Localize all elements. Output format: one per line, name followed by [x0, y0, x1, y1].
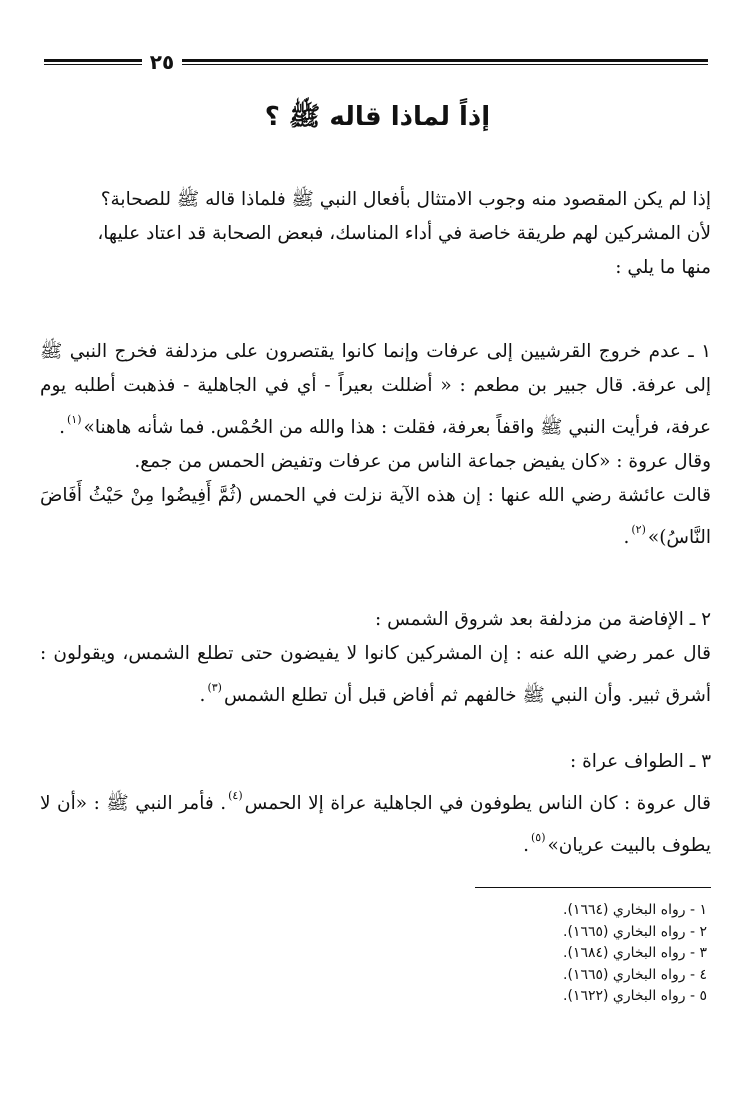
intro-paragraph	[40, 183, 711, 285]
item-2-heading: ٢ ـ الإفاضة من مزدلفة بعد شروق الشمس :	[374, 609, 711, 630]
item-2-end: .	[199, 685, 206, 706]
item-1-end-c: .	[623, 527, 630, 548]
item-1-aisha-quote	[40, 479, 711, 555]
footnote-item: ١ - رواه البخاري (١٦٦٤).	[563, 902, 707, 918]
intro-line-3: منها ما يلي :	[615, 257, 711, 278]
page-number: ٢٥	[149, 50, 175, 74]
footnote-ref-2[interactable]: (٢)	[631, 523, 646, 536]
footnote-item: ٥ - رواه البخاري (١٦٢٢).	[563, 988, 707, 1004]
footnote-ref-4[interactable]: (٤)	[228, 789, 243, 802]
header-rule-left	[44, 59, 142, 65]
item-1-urwa-quote: وقال عروة : «كان يفيض جماعة الناس من عرفات وتفيض الحمس من جمع.	[134, 451, 711, 472]
item-1-text-c: قالت عائشة رضي الله عنها : إن هذه الآية نزلت في الحمس (ثُمَّ أَفِيضُوا مِنْ حَيْثُ أَفَاضَ النَّاسُ)»	[40, 485, 711, 548]
item-1-text-a: ١ ـ عدم خروج القرشيين إلى عرفات وإنما كانوا يقتصرون على مزدلفة فخرج النبي ﷺ إلى عرفة. قال جبير بن مطعم : « أضللت بعيراً - أي في الجاهلية - فذهبت أطلبه يوم عرفة، فرأيت النبي ﷺ واقفاً بعرفة، فقلت : هذا والله من الحُمْس. فما شأنه هاهنا»	[40, 341, 711, 438]
footnote-ref-5[interactable]: (٥)	[530, 831, 546, 844]
item-3-text-b: . فأمر النبي ﷺ : «أن لا يطوف بالبيت عريان»	[40, 793, 711, 856]
item-1-end-a: .	[59, 417, 65, 438]
footnote-item: ٣ - رواه البخاري (١٦٨٤).	[563, 945, 707, 961]
section-title: إذاً لماذا قاله ﷺ ؟	[264, 102, 491, 132]
intro-line-1: إذا لم يكن المقصود منه وجوب الامتثال بأفعال النبي ﷺ فلماذا قاله ﷺ للصحابة؟	[100, 189, 711, 210]
item-2-text	[40, 637, 711, 713]
header-rule-right	[182, 59, 708, 65]
footnote-ref-3[interactable]: (٣)	[207, 681, 222, 694]
item-1	[40, 335, 711, 555]
footnote-item: ٢ - رواه البخاري (١٦٦٥).	[563, 923, 707, 940]
item-3-text-a: قال عروة : كان الناس يطوفون في الجاهلية عراة إلا الحمس	[244, 793, 711, 814]
footnotes-list	[563, 900, 707, 1008]
intro-line-2: لأن المشركين لهم طريقة خاصة في أداء المناسك، فبعض الصحابة قد اعتاد عليها،	[97, 223, 711, 244]
footnote-item: ٤ - رواه البخاري (١٦٦٥).	[563, 966, 707, 983]
item-3	[40, 745, 711, 863]
page-header	[44, 52, 708, 74]
footnote-divider	[475, 887, 711, 888]
item-3-end: .	[523, 835, 529, 856]
footnote-ref-1[interactable]: (١)	[67, 413, 82, 426]
item-2	[40, 603, 711, 713]
item-1-text	[40, 335, 711, 445]
item-3-text	[40, 779, 711, 863]
item-3-heading: ٣ ـ الطواف عراة :	[569, 751, 711, 772]
item-2-body: قال عمر رضي الله عنه : إن المشركين كانوا لا يفيضون حتى تطلع الشمس، ويقولون : أشرق ثبير. وأن النبي ﷺ خالفهم ثم أفاض قبل أن تطلع الشمس	[40, 643, 711, 706]
